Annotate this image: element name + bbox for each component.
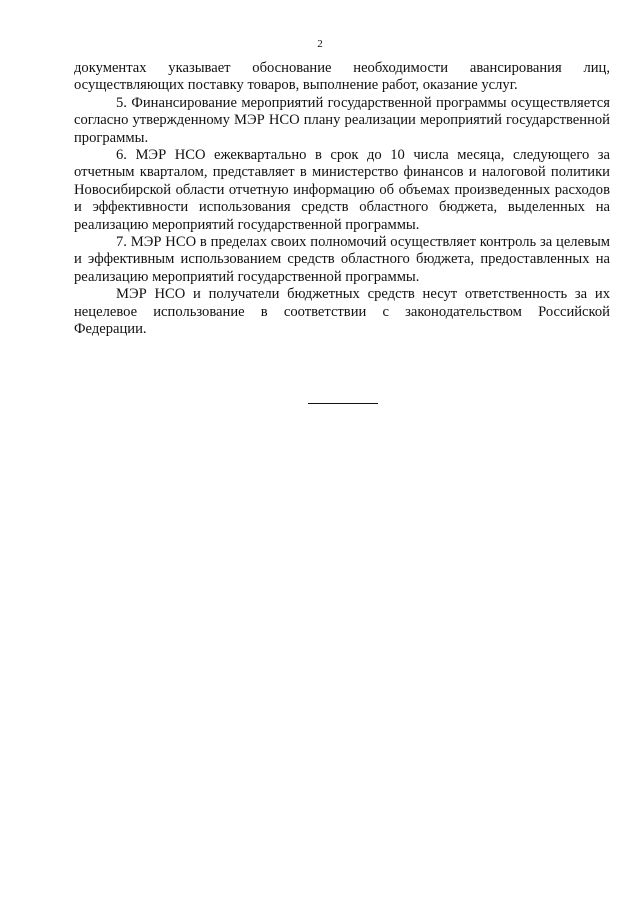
page-number: 2 <box>317 38 323 50</box>
paragraph-item-7: 7. МЭР НСО в пределах своих полномочий осуществляет контроль за целевым и эффективным использованием средств областного бюджета, предоставленных на реализацию мероприятий государственной программы. <box>74 234 610 285</box>
paragraph-continuation: документах указывает обоснование необходимости авансирования лиц, осуществляющих поставку товаров, выполнение работ, оказание услуг. <box>74 60 610 94</box>
paragraph-item-5: 5. Финансирование мероприятий государственной программы осуществляется согласно утвержденному МЭР НСО плану реализации мероприятий государственной программы. <box>74 94 610 146</box>
document-body <box>74 60 610 339</box>
paragraph-item-6: 6. МЭР НСО ежеквартально в срок до 10 числа месяца, следующего за отчетным кварталом, представляет в министерство финансов и налоговой политики Новосибирской области отчетную информацию об объемах произведенных расходов и эффективности использования средств областного бюджета, выделенных на реализацию мероприятий государственной программы. <box>74 147 610 233</box>
paragraph-responsibility: МЭР НСО и получатели бюджетных средств несут ответственность за их нецелевое использование в соответствии с законодательством Российской Федерации. <box>74 286 610 338</box>
end-separator-line <box>308 403 378 404</box>
